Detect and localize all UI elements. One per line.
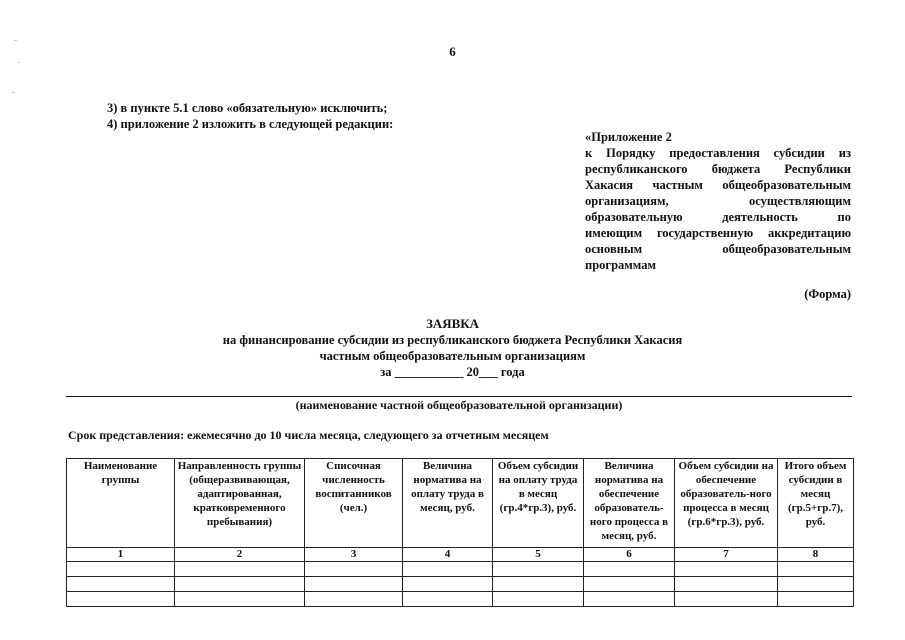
organization-name-line: [66, 396, 852, 397]
table-cell: [305, 592, 403, 607]
column-number: 2: [175, 548, 305, 562]
period-line: за ___________ 20___ года: [380, 365, 525, 379]
table-cell: [493, 562, 584, 577]
appendix-header: [585, 129, 851, 273]
table-cell: [778, 592, 854, 607]
column-number: 7: [675, 548, 778, 562]
table-cell: [493, 577, 584, 592]
scan-artifact: [12, 92, 15, 93]
document-subtitle-line2: частным общеобразовательным организациям: [319, 349, 586, 363]
table-cell: [67, 562, 175, 577]
table-header-row: [67, 459, 854, 548]
amendment-item-3: 3) в пункте 5.1 слово «обязательную» исключить;: [107, 101, 388, 115]
column-header: Величина норматива на оплату труда в месяц, руб.: [403, 459, 493, 548]
column-number: 5: [493, 548, 584, 562]
appendix-line: республиканского бюджета Республики: [585, 162, 851, 176]
application-table: [66, 458, 854, 607]
table-cell: [175, 562, 305, 577]
column-number: 3: [305, 548, 403, 562]
table-row: [67, 577, 854, 592]
appendix-line: «Приложение 2: [585, 130, 672, 144]
column-number: 8: [778, 548, 854, 562]
table-cell: [584, 562, 675, 577]
page-number: 6: [449, 44, 456, 59]
table-row: [67, 592, 854, 607]
form-label: (Форма): [804, 287, 851, 301]
table-cell: [584, 592, 675, 607]
amendment-item-4: 4) приложение 2 изложить в следующей редакции:: [107, 117, 394, 131]
table-cell: [305, 562, 403, 577]
table-cell: [67, 577, 175, 592]
submission-deadline: Срок представления: ежемесячно до 10 числа месяца, следующего за отчетным месяцем: [68, 428, 549, 442]
appendix-line: организациям, осуществляющим: [585, 194, 851, 208]
table-cell: [305, 577, 403, 592]
column-header: Направленность группы (общеразвивающая, адаптированная, кратковременного пребывания): [175, 459, 305, 548]
table-cell: [778, 577, 854, 592]
column-number: 1: [67, 548, 175, 562]
appendix-line: образовательную деятельность по: [585, 210, 851, 224]
appendix-line: имеющим государственную аккредитацию: [585, 226, 851, 240]
table-cell: [403, 592, 493, 607]
scan-artifact: [14, 40, 17, 41]
table-cell: [675, 562, 778, 577]
appendix-line: Хакасия частным общеобразовательным: [585, 178, 851, 192]
column-header: Списочная численность воспитанников (чел.): [305, 459, 403, 548]
table-cell: [175, 577, 305, 592]
table-cell: [175, 592, 305, 607]
table-cell: [675, 592, 778, 607]
document-subtitle-line1: на финансирование субсидии из республиканского бюджета Республики Хакасия: [222, 333, 683, 347]
column-number-row: [67, 548, 854, 562]
appendix-line: основным общеобразовательным: [585, 242, 851, 256]
organization-name-caption: (наименование частной общеобразовательной организации): [295, 398, 623, 412]
table-cell: [67, 592, 175, 607]
table-row: [67, 562, 854, 577]
document-title: ЗАЯВКА: [425, 316, 480, 331]
appendix-line: программам: [585, 258, 656, 272]
column-number: 4: [403, 548, 493, 562]
table-cell: [493, 592, 584, 607]
scan-artifact: [18, 62, 20, 63]
table-cell: [778, 562, 854, 577]
table-cell: [584, 577, 675, 592]
column-header: Наименование группы: [67, 459, 175, 548]
table-cell: [675, 577, 778, 592]
appendix-line: к Порядку предоставления субсидии из: [585, 146, 851, 160]
table-cell: [403, 562, 493, 577]
column-header: Объем субсидии на обеспечение образователь-ного процесса в месяц (гр.6*гр.3), руб.: [675, 459, 778, 548]
column-number: 6: [584, 548, 675, 562]
column-header: Итого объем субсидии в месяц (гр.5+гр.7), руб.: [778, 459, 854, 548]
column-header: Объем субсидии на оплату труда в месяц (гр.4*гр.3), руб.: [493, 459, 584, 548]
table-cell: [403, 577, 493, 592]
column-header: Величина норматива на обеспечение образователь-ного процесса в месяц, руб.: [584, 459, 675, 548]
